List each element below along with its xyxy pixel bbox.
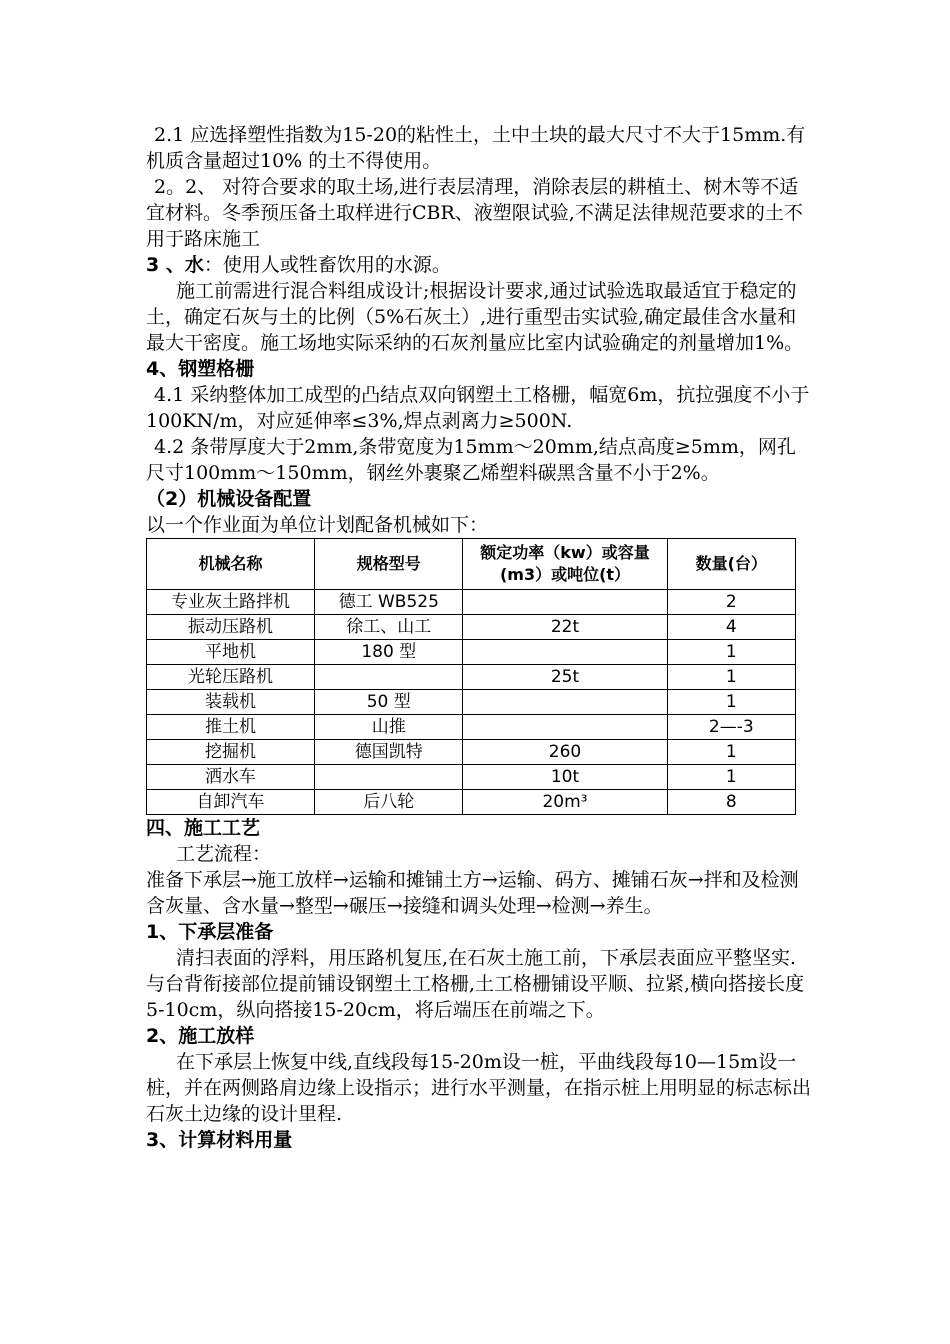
para-step-2: 在下承层上恢复中线,直线段每15-20m设一桩，平曲线段每10—15m设一桩，并在两侧路肩边缘上设指示；进行水平测量，在指示桩上用明显的标志标出石灰土边缘的设计里程. [146, 1051, 812, 1125]
heading-step-2: 2、施工放样 [146, 1025, 255, 1047]
col-header-name: 机械名称 [147, 539, 315, 590]
cell-capacity [463, 715, 667, 740]
para-4-2: 4.2 条带厚度大于2mm,条带宽度为15mm～20mm,结点高度≥5mm，网孔尺寸100mm～150mm，钢丝外裹聚乙烯塑料碳黑含量不小于2%。 [146, 436, 796, 484]
para-3-text: ：使用人或牲畜饮用的水源。 [203, 254, 451, 276]
heading-step-1: 1、下承层准备 [146, 921, 274, 943]
table-row [147, 640, 796, 665]
cell-name: 装载机 [147, 690, 315, 715]
heading-four-process: 四、施工工艺 [146, 817, 261, 839]
cell-capacity: 25t [463, 665, 667, 690]
para-2-1: 2.1 应选择塑性指数为15-20的粘性土，土中土块的最大尺寸不大于15mm.有机质含量超过10% 的土不得使用。 [146, 124, 806, 172]
cell-model [315, 665, 463, 690]
heading-equipment: （2）机械设备配置 [146, 488, 312, 510]
cell-quantity: 2 [667, 590, 795, 615]
cell-capacity: 22t [463, 615, 667, 640]
cell-name: 挖掘机 [147, 740, 315, 765]
cell-quantity: 2—-3 [667, 715, 795, 740]
cell-model: 德国凯特 [315, 740, 463, 765]
para-flow: 准备下承层→施工放样→运输和摊铺土方→运输、码方、摊铺石灰→拌和及检测含灰量、含水量→整型→碾压→接缝和调头处理→检测→养生。 [146, 869, 799, 917]
cell-model: 180 型 [315, 640, 463, 665]
para-equipment-intro: 以一个作业面为单位计划配备机械如下： [146, 514, 489, 536]
col-header-quantity: 数量(台） [667, 539, 795, 590]
cell-capacity: 20m³ [463, 790, 667, 815]
cell-model [315, 765, 463, 790]
cell-model: 徐工、山工 [315, 615, 463, 640]
cell-quantity: 1 [667, 765, 795, 790]
table-row [147, 740, 796, 765]
para-3-body: 施工前需进行混合料组成设计;根据设计要求,通过试验选取最适宜于稳定的土，确定石灰与土的比例（5%石灰土）,进行重型击实试验,确定最佳含水量和最大干密度。施工场地实际采纳的石灰剂量应比室内试验确定的剂量增加1%。 [146, 280, 804, 354]
para-flow-title: 工艺流程： [176, 843, 272, 865]
cell-name: 推土机 [147, 715, 315, 740]
cell-model: 德工 WB525 [315, 590, 463, 615]
heading-4-grid: 4、钢塑格栅 [146, 358, 255, 380]
cell-quantity: 1 [667, 740, 795, 765]
cell-capacity: 10t [463, 765, 667, 790]
para-step-1: 清扫表面的浮料，用压路机复压,在石灰土施工前，下承层表面应平整坚实.与台背衔接部位提前铺设钢塑土工格栅,土工格栅铺设平顺、拉紧,横向搭接长度5-10cm，纵向搭接15-20cm，将后端压在前端之下。 [146, 947, 805, 1021]
cell-quantity: 1 [667, 640, 795, 665]
para-2-2: 2。2、 对符合要求的取土场,进行表层清理，消除表层的耕植土、树木等不适宜材料。冬季预压备土取样进行CBR、液塑限试验,不满足法律规范要求的土不用于路床施工 [146, 176, 803, 250]
table-row [147, 690, 796, 715]
document-page [146, 122, 811, 1153]
cell-name: 光轮压路机 [147, 665, 315, 690]
col-header-model: 规格型号 [315, 539, 463, 590]
heading-step-3: 3、计算材料用量 [146, 1129, 293, 1151]
cell-capacity [463, 590, 667, 615]
table-row [147, 665, 796, 690]
table-row [147, 715, 796, 740]
cell-quantity: 8 [667, 790, 795, 815]
table-header-row [147, 539, 796, 590]
heading-3-water: 3 、水 [146, 254, 204, 276]
cell-quantity: 4 [667, 615, 795, 640]
table-row [147, 590, 796, 615]
cell-capacity [463, 640, 667, 665]
table-row [147, 765, 796, 790]
table-row [147, 790, 796, 815]
cell-quantity: 1 [667, 690, 795, 715]
cell-capacity: 260 [463, 740, 667, 765]
machinery-table [146, 538, 796, 815]
cell-name: 专业灰土路拌机 [147, 590, 315, 615]
cell-model: 山推 [315, 715, 463, 740]
cell-model: 50 型 [315, 690, 463, 715]
cell-name: 洒水车 [147, 765, 315, 790]
para-3 [146, 252, 811, 278]
cell-quantity: 1 [667, 665, 795, 690]
cell-name: 自卸汽车 [147, 790, 315, 815]
cell-capacity [463, 690, 667, 715]
col-header-capacity: 额定功率（kw）或容量(m3）或吨位(t） [463, 539, 667, 590]
cell-name: 平地机 [147, 640, 315, 665]
table-row [147, 615, 796, 640]
para-4-1: 4.1 采纳整体加工成型的凸结点双向钢塑土工格栅，幅宽6m，抗拉强度不小于100KN/m，对应延伸率≤3%,焊点剥离力≥500N. [146, 384, 810, 432]
cell-model: 后八轮 [315, 790, 463, 815]
cell-name: 振动压路机 [147, 615, 315, 640]
